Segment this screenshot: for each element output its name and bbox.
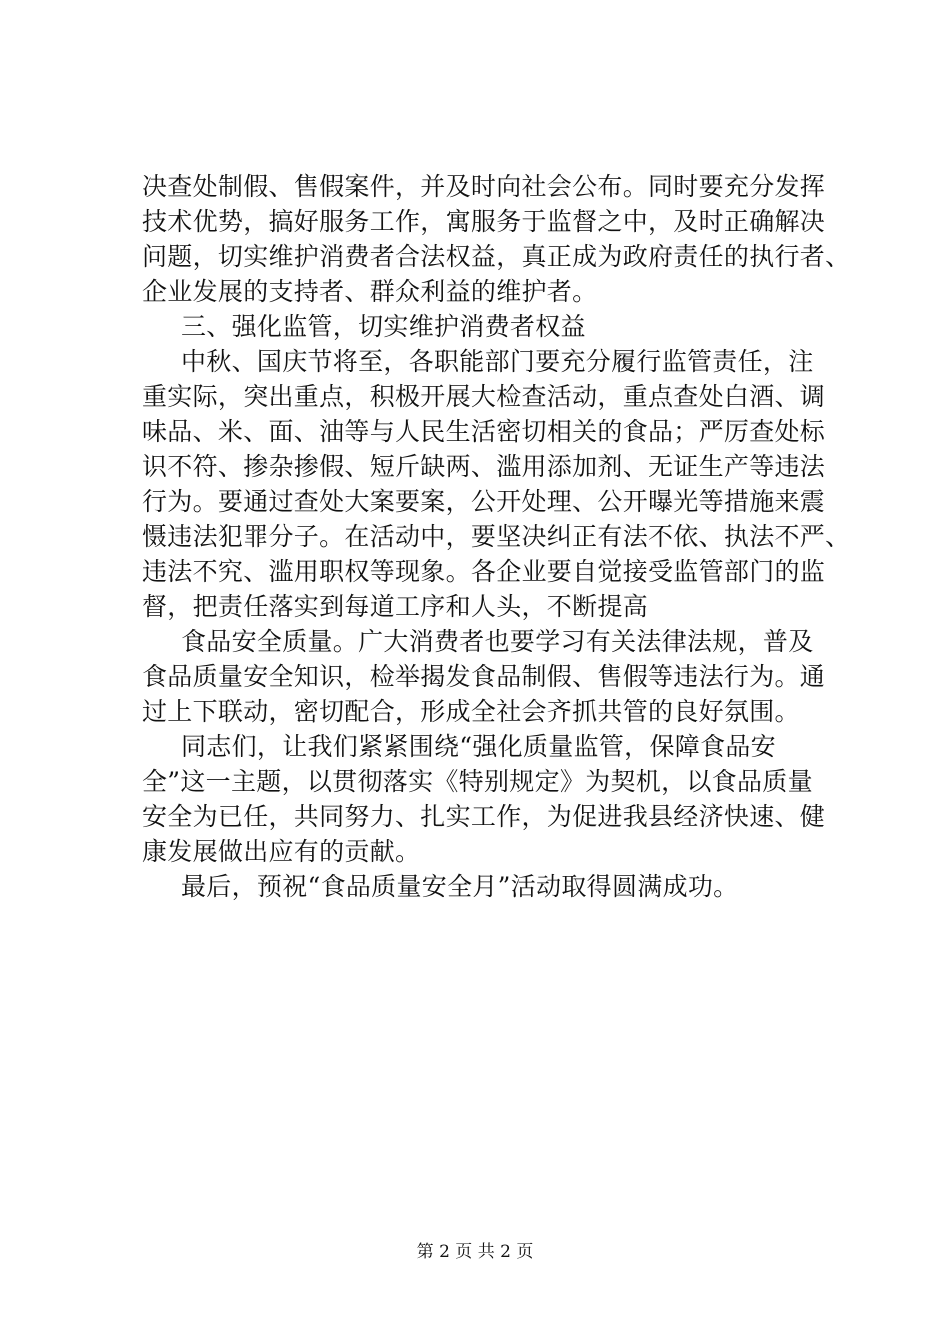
- page-number-footer: 第 2 页 共 2 页: [416, 1242, 534, 1262]
- document-body: [142, 169, 851, 904]
- text-line: 中秋、国庆节将至，各职能部门要充分履行监管责任，注: [181, 347, 814, 376]
- text-line: 识不符、掺杂掺假、短斤缺两、滥用添加剂、无证生产等违法: [142, 452, 826, 481]
- text-line: 最后，预祝“食品质量安全月”活动取得圆满成功。: [181, 872, 739, 901]
- text-line: 技术优势，搞好服务工作，寓服务于监督之中，及时正确解决: [142, 207, 826, 236]
- text-line: 味品、米、面、油等与人民生活密切相关的食品；严厉查处标: [142, 417, 826, 446]
- section-heading: 三、强化监管，切实维护消费者权益: [181, 312, 586, 341]
- text-line: 决查处制假、售假案件，并及时向社会公布。同时要充分发挥: [142, 172, 826, 201]
- text-line: 安全为已任，共同努力、扎实工作，为促进我县经济快速、健: [142, 802, 826, 831]
- text-line: 企业发展的支持者、群众利益的维护者。: [142, 277, 598, 306]
- text-line: 康发展做出应有的贡献。: [142, 837, 421, 866]
- text-line: 过上下联动，密切配合，形成全社会齐抓共管的良好氛围。: [142, 697, 800, 726]
- text-line: 慑违法犯罪分子。在活动中，要坚决纠正有法不依、执法不严、: [142, 522, 851, 551]
- text-line: 重实际，突出重点，积极开展大检查活动，重点查处白酒、调: [142, 382, 826, 411]
- text-line: 全”这一主题，以贯彻落实《特别规定》为契机，以食品质量: [142, 767, 813, 796]
- text-line: 问题，切实维护消费者合法权益，真正成为政府责任的执行者、: [142, 242, 851, 271]
- text-line: 同志们，让我们紧紧围绕“强化质量监管，保障食品安: [181, 732, 776, 761]
- text-line: 行为。要通过查处大案要案，公开处理、公开曝光等措施来震: [142, 487, 826, 516]
- text-line: 督，把责任落实到每道工序和人头，不断提高: [142, 592, 649, 621]
- text-line: 违法不究、滥用职权等现象。各企业要自觉接受监管部门的监: [142, 557, 826, 586]
- text-line: 食品安全质量。广大消费者也要学习有关法律法规，普及: [181, 627, 814, 656]
- text-line: 食品质量安全知识，检举揭发食品制假、售假等违法行为。通: [142, 662, 826, 691]
